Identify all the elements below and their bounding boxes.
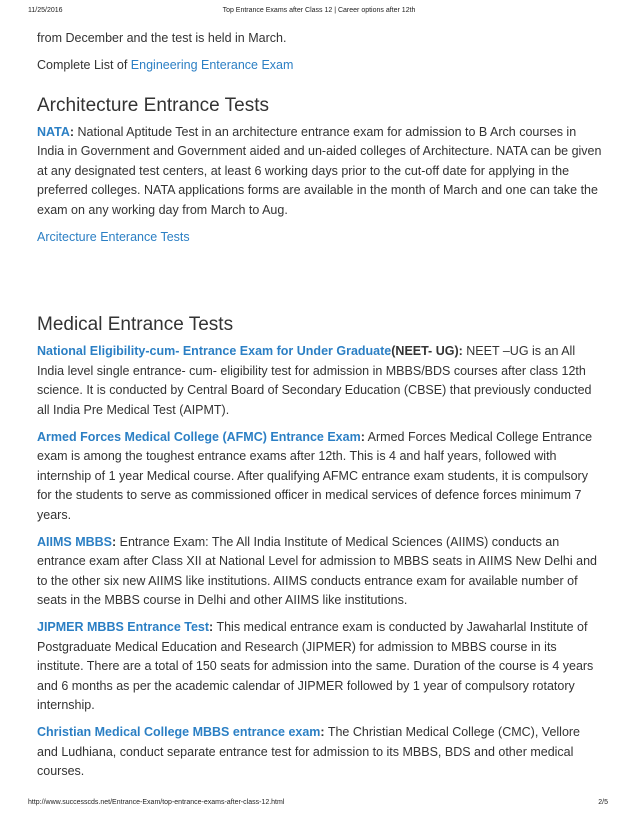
architecture-list-line [37, 228, 603, 248]
engineering-list-line [37, 56, 603, 76]
print-footer [0, 797, 638, 809]
cmc-link[interactable]: Christian Medical College MBBS entrance exam [37, 725, 321, 739]
afmc-paragraph [37, 428, 603, 526]
afmc-colon: : [360, 429, 365, 444]
aiims-text: Entrance Exam: The All India Institute of Medical Sciences (AIIMS) conducts an entrance exam after Class XII at National Level for admission to MBBS seats in AIIMS New Delhi and to the other six new AIIMS like institutions. AIIMS conducts entrance exam for available number of seats in the MBBS course in Delhi and other AIIMS like institutions. [37, 534, 597, 607]
jipmer-text: This medical entrance exam is conducted by Jawaharlal Institute of Postgraduate Medical Education and Research (JIPMER) for admission to MBBS course in its institute. There are a total of 150 seats for admission into the same. Duration of the course is 4 years and 6 months as per the academic calendar of JIPMER followed by 1 year of compulsory rotatory internship. [37, 620, 594, 712]
nata-paragraph [37, 123, 603, 221]
afmc-text: Armed Forces Medical College Entrance exam is among the toughest entrance exams after 12th. This is 4 and half years, followed with internship of 1 year Medical course. After qualifying AFMC entrance exam students, it is compulsory for the students to serve as commissioned officer in medical services of defence forces minimum 7 years. [37, 429, 593, 522]
afmc-link[interactable]: Armed Forces Medical College (AFMC) Entrance Exam [37, 429, 361, 444]
neet-paragraph [37, 342, 603, 420]
intro-text: from December and the test is held in March. [37, 31, 287, 45]
page-number: 2/5 [598, 799, 608, 806]
neet-abbr: (NEET- UG): [391, 344, 463, 358]
jipmer-link[interactable]: JIPMER MBBS Entrance Test [37, 620, 210, 634]
aiims-paragraph [37, 533, 603, 611]
print-url: http://www.successcds.net/Entrance-Exam/top-entrance-exams-after-class-12.html [28, 799, 285, 806]
engineering-exam-link[interactable]: Engineering Enterance Exam [130, 58, 294, 72]
neet-link[interactable]: National Eligibility-cum- Entrance Exam for Under Graduate [37, 344, 392, 358]
article-content [37, 29, 603, 789]
architecture-heading: Architecture Entrance Tests [37, 94, 269, 116]
cmc-colon: : [320, 725, 325, 739]
neet-text: NEET –UG is an All India level single entrance- cum- eligibility test for admission in MBBS/BDS courses after class 12th science. It is conducted by Central Board of Secondary Education (CBSE) that previously conducted all India Pre Medical Test (AIPMT). [37, 344, 592, 417]
print-date: 11/25/2016 [28, 7, 63, 14]
architecture-tests-link[interactable]: Arcitecture Enterance Tests [37, 229, 190, 244]
nata-colon: : [69, 124, 75, 139]
cmc-paragraph [37, 723, 603, 782]
jipmer-paragraph [37, 618, 603, 716]
print-title: Top Entrance Exams after Class 12 | Career options after 12th [222, 7, 416, 14]
medical-heading: Medical Entrance Tests [37, 314, 234, 335]
nata-text: National Aptitude Test in an architecture entrance exam for admission to B Arch courses in India in Government and Government aided and un-aided colleges of Architecture. NATA can be given at any designated test centers, at least 6 working days prior to the cut-off date for applying in the preferred colleges. NATA applications forms are available in the month of March and one can take the exam on any working day from March to Aug. [37, 124, 602, 217]
nata-link[interactable]: NATA [37, 124, 70, 139]
intro-paragraph [37, 29, 603, 49]
print-header [0, 5, 638, 17]
engineering-list-prefix: Complete List of [37, 58, 131, 72]
aiims-link[interactable]: AIIMS MBBS [37, 534, 112, 549]
cmc-text: The Christian Medical College (CMC), Vellore and Ludhiana, conduct separate entrance test for admission to its MBBS, BDS and other medical courses. [37, 725, 581, 778]
jipmer-colon: : [209, 620, 214, 634]
aiims-colon: : [112, 534, 117, 549]
